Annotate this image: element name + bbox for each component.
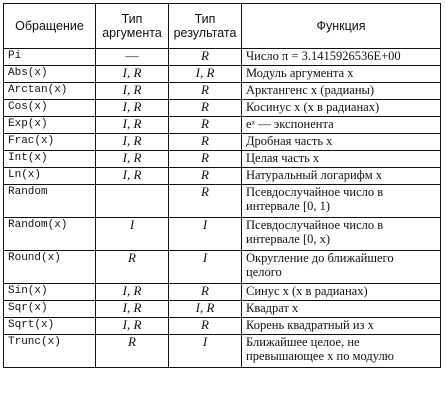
row-arg-type: I, R	[96, 100, 169, 117]
row-result-type: R	[169, 318, 242, 335]
row-function-line2: целого	[246, 265, 282, 279]
row-call: Int(x)	[4, 151, 96, 168]
table-row	[4, 49, 441, 66]
table-row	[4, 335, 441, 368]
table-row	[4, 168, 441, 185]
row-function	[242, 218, 441, 251]
row-function	[242, 134, 441, 151]
table-row	[4, 218, 441, 251]
row-arg-type: I	[96, 218, 169, 251]
row-call: Sqr(x)	[4, 301, 96, 318]
header-call: Обращение	[4, 4, 96, 49]
table-row	[4, 83, 441, 100]
row-function-line1: eˣ — экспонента	[246, 117, 334, 131]
row-result-type: R	[169, 117, 242, 134]
row-function	[242, 83, 441, 100]
row-result-type: I, R	[169, 66, 242, 83]
table-row	[4, 134, 441, 151]
row-function	[242, 66, 441, 83]
row-call: Trunc(x)	[4, 335, 96, 368]
row-call: Pi	[4, 49, 96, 66]
row-result-type: R	[169, 100, 242, 117]
row-function	[242, 185, 441, 218]
row-function-line1: Синус x (x в радианах)	[246, 284, 368, 298]
row-arg-type: I, R	[96, 284, 169, 301]
row-function-line1: Ближайшее целое, не	[246, 335, 360, 349]
row-function-line2: интервале [0, x)	[246, 232, 331, 246]
row-result-type: R	[169, 49, 242, 66]
row-arg-type: I, R	[96, 301, 169, 318]
row-call: Cos(x)	[4, 100, 96, 117]
row-function-line1: Дробная часть x	[246, 134, 333, 148]
row-function	[242, 100, 441, 117]
table-row	[4, 318, 441, 335]
row-result-type: I	[169, 218, 242, 251]
table-row	[4, 185, 441, 218]
row-function	[242, 151, 441, 168]
row-call: Random	[4, 185, 96, 218]
table-row	[4, 284, 441, 301]
row-arg-type: I, R	[96, 168, 169, 185]
header-result-type-line2: результата	[173, 26, 237, 40]
row-arg-type	[96, 185, 169, 218]
table-row	[4, 117, 441, 134]
row-arg-type: I, R	[96, 66, 169, 83]
row-result-type: I	[169, 251, 242, 284]
row-function-line1: Псевдослучайное число в	[246, 185, 384, 199]
row-function-line1: Натуральный логарифм x	[246, 168, 383, 182]
table-header	[4, 4, 441, 49]
row-call: Abs(x)	[4, 66, 96, 83]
row-call: Random(x)	[4, 218, 96, 251]
header-function: Функция	[242, 4, 441, 49]
row-function-line1: Псевдослучайное число в	[246, 218, 384, 232]
row-function-line1: Округление до ближайшего	[246, 251, 394, 265]
table-row	[4, 301, 441, 318]
row-result-type: R	[169, 168, 242, 185]
row-call: Ln(x)	[4, 168, 96, 185]
row-result-type: R	[169, 83, 242, 100]
header-result-type-line1: Тип	[194, 12, 216, 26]
row-function	[242, 318, 441, 335]
row-function	[242, 251, 441, 284]
table-row	[4, 151, 441, 168]
row-function	[242, 284, 441, 301]
row-result-type: R	[169, 284, 242, 301]
row-arg-type: R	[96, 335, 169, 368]
row-function-line1: Косинус x (x в радианах)	[246, 100, 380, 114]
row-arg-type: I, R	[96, 318, 169, 335]
table-row	[4, 66, 441, 83]
row-result-type: R	[169, 134, 242, 151]
row-result-type: R	[169, 185, 242, 218]
row-arg-type: R	[96, 251, 169, 284]
row-function	[242, 117, 441, 134]
table-row	[4, 100, 441, 117]
row-function-line1: Арктангенс x (радианы)	[246, 83, 375, 97]
row-call: Arctan(x)	[4, 83, 96, 100]
row-function-line1: Число π = 3.1415926536E+00	[246, 49, 401, 63]
row-call: Frac(x)	[4, 134, 96, 151]
row-function	[242, 168, 441, 185]
row-arg-type: I, R	[96, 83, 169, 100]
row-result-type: R	[169, 151, 242, 168]
row-arg-type: —	[96, 49, 169, 66]
row-function-line2: превышающее x по модулю	[246, 349, 395, 363]
row-call: Exp(x)	[4, 117, 96, 134]
header-row	[4, 4, 441, 49]
row-function-line1: Корень квадратный из x	[246, 318, 374, 332]
row-call: Sin(x)	[4, 284, 96, 301]
row-arg-type: I, R	[96, 134, 169, 151]
row-function-line1: Модуль аргумента x	[246, 66, 354, 80]
row-arg-type: I, R	[96, 117, 169, 134]
row-function-line2: интервале [0, 1)	[246, 199, 331, 213]
row-arg-type: I, R	[96, 151, 169, 168]
header-arg-type	[96, 4, 169, 49]
header-result-type	[169, 4, 242, 49]
row-result-type: I, R	[169, 301, 242, 318]
row-function-line1: Целая часть x	[246, 151, 320, 165]
table-body	[4, 49, 441, 368]
functions-table	[3, 3, 441, 368]
row-function-line1: Квадрат x	[246, 301, 299, 315]
header-arg-type-line1: Тип	[121, 12, 143, 26]
row-call: Round(x)	[4, 251, 96, 284]
row-result-type: I	[169, 335, 242, 368]
table-row	[4, 251, 441, 284]
row-function	[242, 335, 441, 368]
row-call: Sqrt(x)	[4, 318, 96, 335]
row-function	[242, 49, 441, 66]
row-function	[242, 301, 441, 318]
header-arg-type-line2: аргумента	[102, 26, 162, 40]
